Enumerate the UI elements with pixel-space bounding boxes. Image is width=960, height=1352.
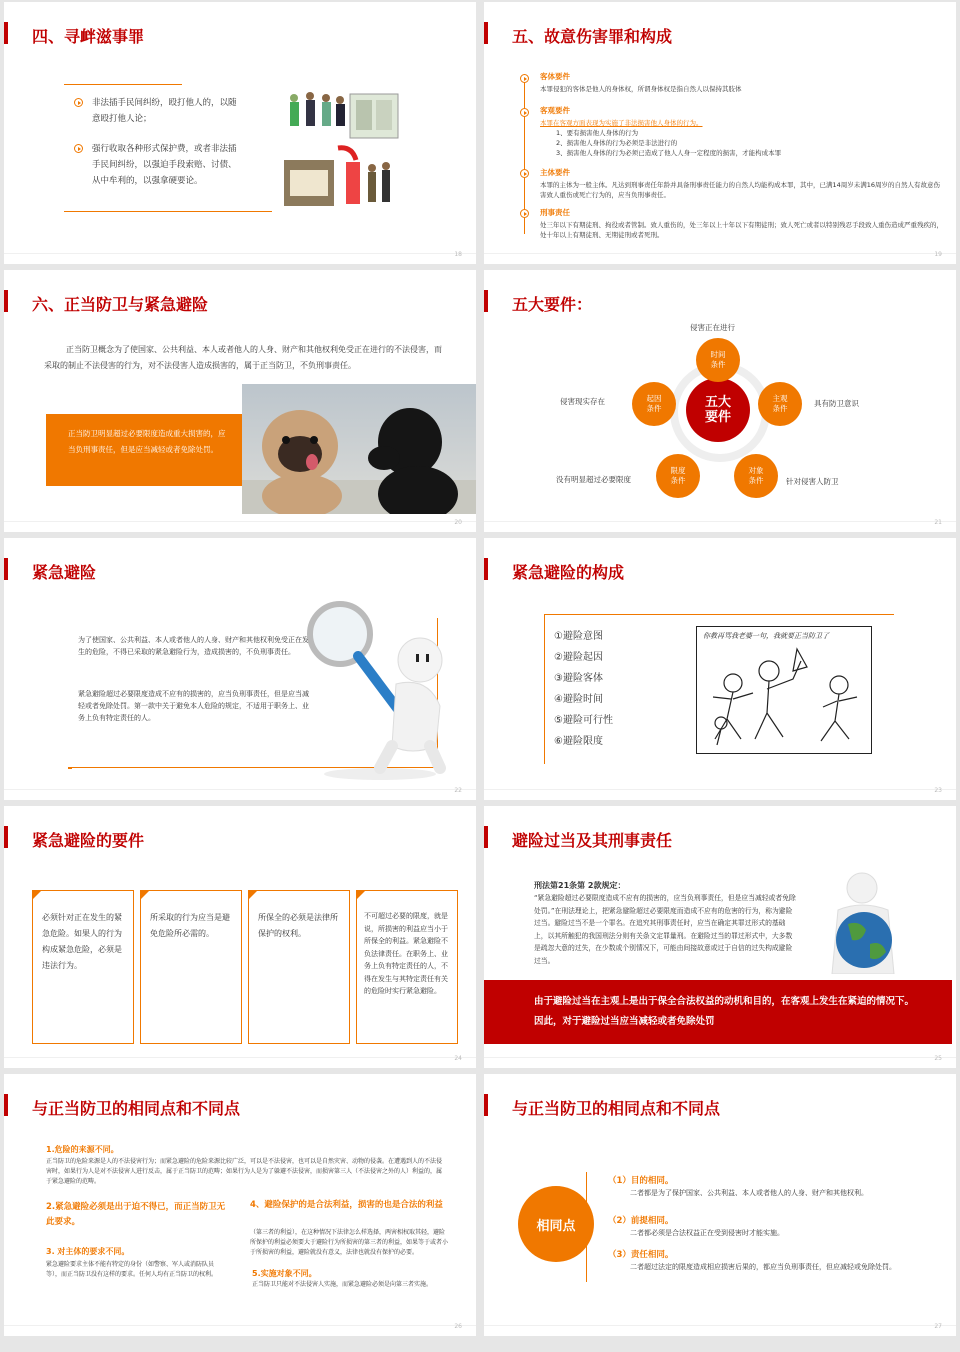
- page-number: 19: [934, 251, 942, 258]
- page-number: 24: [454, 1055, 462, 1062]
- node-subjective: 主观 条件: [758, 382, 802, 426]
- slide-title: 六、正当防卫与紧急避险: [32, 295, 209, 314]
- point-body: 二者都是为了保护国家、公共利益、本人或者他人的人身、财产和其他权利。: [630, 1189, 868, 1197]
- section-body: 处三年以下有期徒刑、拘役或者管制。致人重伤的，处三年以上十年以下有期徒刑；致人死亡或者以特别残忍手段致人重伤造成严重残疾的，处十年以上有期徒刑、无期徒刑或者死刑。: [540, 221, 943, 239]
- section-head: 客观要件: [540, 106, 570, 115]
- slide-22: [4, 538, 476, 800]
- list-item: 非法插手民间纠纷，殴打他人的，以随意殴打他人论；: [92, 98, 237, 124]
- point-body: 正当防卫只能对不法侵害人实施，而紧急避险必须是向第三者实施。: [252, 1281, 433, 1288]
- point-heading: 4、避险保护的是合法利益，损害的也是合法的利益: [250, 1200, 443, 1210]
- title-bar: [4, 826, 8, 848]
- footer-line: [484, 253, 956, 254]
- section-body: 本罪侵犯的客体是他人的身体权，所谓身体权是指自然人以保持其肢体: [540, 85, 742, 93]
- divider: [64, 84, 182, 85]
- node-object: 对象 条件: [734, 454, 778, 498]
- slide-title: 五、故意伤害罪和构成: [512, 27, 673, 46]
- title-bar: [484, 22, 488, 44]
- section-head: 客体要件: [540, 72, 570, 81]
- point-heading: 5.实施对象不同。: [252, 1269, 317, 1278]
- slide-title: 紧急避险的要件: [32, 831, 145, 850]
- title-bar: [484, 1094, 488, 1116]
- play-bullet-icon: [520, 108, 529, 117]
- cartoon-image: [696, 626, 872, 754]
- globe-figure: [808, 870, 928, 974]
- component-list: [554, 626, 613, 752]
- page-number: 26: [454, 1323, 462, 1330]
- title-bar: [4, 1094, 8, 1116]
- list-item: ③避险客体: [554, 673, 603, 684]
- cartoon-caption: 你教再骂我老婆一句，我就要正当防卫了: [703, 632, 829, 640]
- point-body: 紧急避险要求主体不能有特定的身份（如警察、军人或消防队员等），而正当防卫没有这样的要求。任何人均有正当防卫的权利。: [46, 1261, 218, 1278]
- point-body: 正当防卫的危险来源是人的不法侵害行为；而紧急避险的危险来源比较广泛，可以是不法侵害，也可以是自然灾害、动物的侵袭。在遭遇到人的不法侵害时，如果行为人是对不法侵害人进行反击，属于正当防卫的范畴；如果行为人是为了躲避不法侵害，而损害第三人（不法侵害之外的人）利益的，属于紧急避险的范畴。: [46, 1158, 443, 1185]
- node-text: 没有明显超过必要限度: [556, 475, 631, 484]
- slide-title: 五大要件：: [512, 295, 593, 314]
- section-body: 本罪的主体为一般主体。凡达到刑事责任年龄并具备刑事责任能力的自然人均能构成本罪，其中，已满14周岁未满16周岁的自然人有故意伤害致人重伤或死亡行为的，应当负刑事责任。: [540, 181, 941, 199]
- point-body: （第三者的利益），在这种情况下法律怎么样选择，两害相权取其轻，避险所保护的利益必须要大于避险行为所损害的第三者的利益，如果等于或者小于所损害的利益，避险就没有意义，法律也就没有保护的必要。: [250, 1229, 449, 1256]
- footer-line: [4, 1057, 476, 1058]
- slide-25: [484, 806, 956, 1068]
- list-item: 1、要有损害他人身体的行为: [556, 129, 639, 137]
- page-number: 21: [934, 519, 942, 526]
- footer-line: [4, 789, 476, 790]
- node-limit: 限度 条件: [656, 454, 700, 498]
- list-item: ⑥避险限度: [554, 736, 603, 747]
- play-bullet-icon: [520, 209, 529, 218]
- title-bar: [4, 558, 8, 580]
- paragraph: “紧急避险超过必要限度造成不应有的损害的，应当负刑事责任，但是应当减轻或者免除处罚。”在刑法理论上，把紧急避险超过必要限度而造成不应有的危害的行为，称为避险过当。避险过当不是一个罪名。在追究其刑事责任时，应当在确定其罪过形式的基础上，以其所触犯的我国刑法分则有关条文定罪量刑。在避险过当的罪过形式中，大多数是疏忽大意的过失，在少数或个别情况下，可能由间接故意或过于自信的过失构成避险过当。: [534, 894, 796, 965]
- collage-image: [280, 86, 404, 210]
- slide-title: 与正当防卫的相同点和不同点: [512, 1099, 721, 1118]
- play-bullet-icon: [74, 144, 83, 153]
- list-item: 3、损害他人身体的行为必须已造成了他人人身一定程度的损害，才能构成本罪: [556, 149, 782, 157]
- slide-title: 避险过当及其刑事责任: [512, 831, 673, 850]
- point-body: 二者都必须是合法权益正在受到侵害时才能实施。: [630, 1229, 784, 1237]
- play-bullet-icon: [520, 169, 529, 178]
- slide-title: 四、寻衅滋事罪: [32, 27, 145, 46]
- list-item: 强行收取各种形式保护费，或者非法插手民间纠纷，以强迫手段索赔、讨债、从中牟利的，以强拿硬要论。: [92, 144, 237, 186]
- footer-line: [484, 789, 956, 790]
- point-heading: （2）前提相同。: [608, 1216, 674, 1226]
- dogs-image: [242, 384, 476, 514]
- section-head: 主体要件: [540, 168, 570, 177]
- footer-line: [484, 521, 956, 522]
- point-heading: （1）目的相同。: [608, 1176, 674, 1186]
- footer-line: [484, 1057, 956, 1058]
- title-bar: [484, 558, 488, 580]
- page-number: 23: [934, 787, 942, 794]
- footer-line: [4, 521, 476, 522]
- title-bar: [484, 826, 488, 848]
- point-heading: 3. 对主体的要求不同。: [46, 1247, 130, 1256]
- node-text: 针对侵害人防卫: [786, 477, 839, 486]
- point-body: 二者超过法定的限度造成相应损害后果的，都应当负刑事责任，但应减轻或免除处罚。: [630, 1263, 896, 1271]
- slide-27: [484, 1074, 956, 1336]
- slide-18: [4, 2, 476, 264]
- play-bullet-icon: [74, 98, 83, 107]
- center-circle: 五大 要件: [686, 378, 750, 442]
- section-head: 刑事责任: [540, 208, 570, 217]
- card-text: 所采取的行为应当是避免危险所必需的。: [150, 913, 230, 938]
- slide-21: [484, 270, 956, 532]
- list-item: ④避险时间: [554, 694, 603, 705]
- title-bar: [4, 290, 8, 312]
- slide-title: 紧急避险: [32, 563, 97, 582]
- page-number: 22: [454, 787, 462, 794]
- orange-box-text: 正当防卫明显超过必要限度造成重大损害的，应当负刑事责任，但是应当减轻或者免除处罚。: [68, 429, 226, 454]
- node-text: 侵害正在进行: [690, 323, 735, 332]
- magnifier-figure: [300, 596, 456, 782]
- card-text: 不可超过必要的限度，就是说，所损害的利益应当小于所保全的利益。紧急避险不负法律责任。在职务上、业务上负有特定责任的人，不得在发生与其特定责任有关的危险时实行紧急避险。: [364, 912, 448, 995]
- footer-line: [4, 1325, 476, 1326]
- title-bar: [4, 22, 8, 44]
- play-bullet-icon: [520, 74, 529, 83]
- slide-20: [4, 270, 476, 532]
- footer-line: [4, 253, 476, 254]
- point-heading: （3）责任相同。: [608, 1250, 674, 1260]
- page-number: 27: [934, 1323, 942, 1330]
- node-text: 具有防卫意识: [814, 399, 859, 408]
- slide-23: [484, 538, 956, 800]
- slide-19: [484, 2, 956, 264]
- node-time: 时间 条件: [696, 338, 740, 382]
- slide-26: [4, 1074, 476, 1336]
- footer-line: [484, 1325, 956, 1326]
- title-bar: [484, 290, 488, 312]
- paragraph: 正当防卫概念为了使国家、公共利益、本人或者他人的人身、财产和其他权利免受正在进行的不法侵害，而采取的制止不法侵害的行为，对不法侵害人造成损害的，属于正当防卫，不负刑事责任。: [44, 345, 442, 370]
- list-item: ⑤避险可行性: [554, 715, 613, 726]
- law-ref: 刑法第21条第 2款规定：: [534, 881, 626, 890]
- list-item: 2、损害他人身体的行为必须是非法进行的: [556, 139, 678, 147]
- card-text: 所保全的必须是法律所保护的权利。: [258, 913, 338, 938]
- slide-24: [4, 806, 476, 1068]
- node-text: 侵害现实存在: [560, 397, 605, 406]
- node-cause: 起因 条件: [632, 382, 676, 426]
- card-text: 必须针对正在发生的紧急危险。如果人的行为构成紧急危险，必须是违法行为。: [42, 913, 122, 970]
- banner-text: 由于避险过当在主观上是出于保全合法权益的动机和目的，在客观上发生在紧迫的情况下。因此，对于避险过当应当减轻或者免除处罚: [534, 996, 915, 1027]
- page-number: 18: [454, 251, 462, 258]
- point-heading: 2.紧急避险必须是出于迫不得已，而正当防卫无此要求。: [46, 1202, 226, 1227]
- section-sub: 本罪在客观方面表现为实施了非法损害他人身体的行为。: [540, 119, 703, 127]
- list-item: ②避险起因: [554, 652, 603, 663]
- divider: [64, 211, 272, 212]
- center-circle: 相同点: [518, 1186, 594, 1262]
- page-number: 20: [454, 519, 462, 526]
- slide-title: 紧急避险的构成: [512, 563, 625, 582]
- point-heading: 1.危险的来源不同。: [46, 1145, 119, 1154]
- page-number: 25: [934, 1055, 942, 1062]
- paragraph: 为了使国家、公共利益、本人或者他人的人身、财产和其他权利免受正在发生的危险，不得已采取的紧急避险行为，造成损害的，不负刑事责任。: [78, 636, 309, 656]
- paragraph: 紧急避险超过必要限度造成不应有的损害的，应当负刑事责任，但是应当减轻或者免除处罚。第一款中关于避免本人危险的规定，不适用于职务上、业务上负有特定责任的人。: [78, 690, 309, 722]
- list-item: ①避险意图: [554, 631, 603, 642]
- slide-title: 与正当防卫的相同点和不同点: [32, 1099, 241, 1118]
